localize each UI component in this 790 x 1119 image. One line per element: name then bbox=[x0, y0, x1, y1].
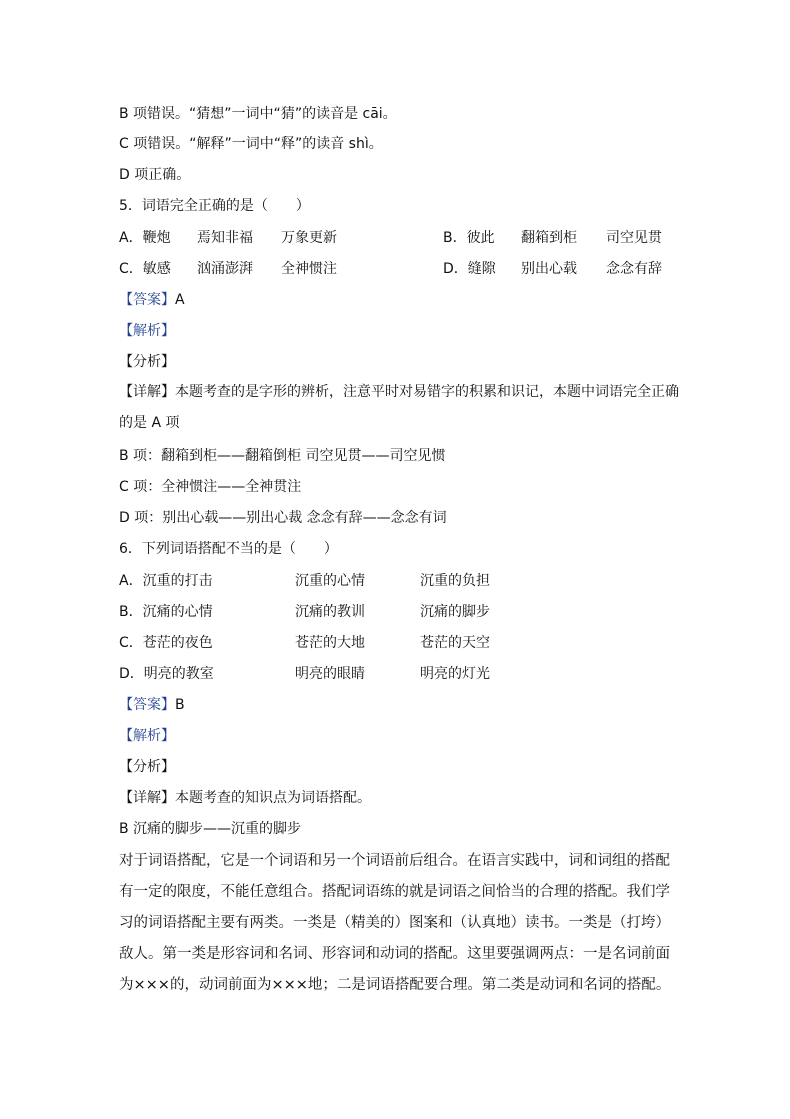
q6-option-d-2: 明亮的眼睛 bbox=[295, 666, 365, 682]
q6-option-b-3: 沉痛的脚步 bbox=[420, 604, 490, 620]
q6-option-a-3: 沉重的负担 bbox=[420, 573, 490, 589]
q5-correction-b: B 项：翻箱到柜——翻箱倒柜 司空见贯——司空见惯 bbox=[119, 448, 446, 464]
q6-option-d-3: 明亮的灯光 bbox=[420, 666, 490, 682]
q5-option-b-2: 翻箱到柜 bbox=[521, 230, 577, 246]
q5-correction-d: D 项：别出心载——别出心裁 念念有辞——念念有词 bbox=[119, 510, 447, 526]
q5-option-d-3: 念念有辞 bbox=[606, 261, 662, 277]
q6-option-b-1: B．沉痛的心情 bbox=[119, 604, 213, 620]
q6-option-c-3: 苍茫的天空 bbox=[420, 635, 490, 651]
q5-option-c-1: C．敏感 bbox=[119, 261, 171, 277]
q5-correction-c: C 项：全神惯注——全神贯注 bbox=[119, 479, 302, 495]
q5-option-b-1: B．彼此 bbox=[443, 230, 495, 246]
q6-analysis: 【解析】 bbox=[119, 728, 175, 744]
detail-tag: 【详解】 bbox=[119, 384, 175, 400]
q6-detail bbox=[119, 788, 371, 808]
q5-analysis: 【解析】 bbox=[119, 323, 175, 339]
detail-text: 本题考查的是字形的辨析，注意平时对易错字的积累和识记，本题中词语完全正确的是 A 项 bbox=[119, 384, 679, 431]
q6-option-c-2: 苍茫的大地 bbox=[295, 635, 365, 651]
q5-option-d-1: D．缝隙 bbox=[443, 261, 496, 277]
q6-fenxi: 【分析】 bbox=[119, 759, 175, 775]
q6-option-b-2: 沉痛的教训 bbox=[295, 604, 365, 620]
question-6: 6．下列词语搭配不当的是（ ） bbox=[119, 541, 338, 557]
q5-answer bbox=[119, 290, 185, 310]
q6-answer bbox=[119, 695, 185, 715]
answer-tag: 【答案】 bbox=[119, 697, 175, 713]
detail-tag: 【详解】 bbox=[119, 790, 175, 806]
answer-tag: 【答案】 bbox=[119, 292, 175, 308]
q5-option-b-3: 司空见贯 bbox=[606, 230, 662, 246]
line-d-right: D 项正确。 bbox=[119, 167, 191, 183]
detail-text: 本题考查的知识点为词语搭配。 bbox=[175, 790, 371, 806]
question-5: 5．词语完全正确的是（ ） bbox=[119, 198, 310, 214]
q6-option-a-1: A．沉重的打击 bbox=[119, 573, 213, 589]
line-c-wrong: C 项错误。“解释”一词中“释”的读音 shì。 bbox=[119, 136, 383, 152]
q6-option-a-2: 沉重的心情 bbox=[295, 573, 365, 589]
q5-option-a-2: 焉知非福 bbox=[197, 230, 253, 246]
explanation-paragraph: 对于词语搭配，它是一个词语和另一个词语前后组合。在语言实践中，词和词组的搭配有一定的限度，不能任意组合。搭配词语练的就是词语之间恰当的合理的搭配。我们学习的词语搭配主要有两类。一类是（精美的）图案和（认真地）读书。一类是（打垮）敌人。第一类是形容词和名词、形容词和动词的搭配。这里要强调两点：一是名词前面为×××的，动词前面为×××地；二是词语搭配要合理。第二类是动词和名词的搭配。 bbox=[119, 853, 671, 993]
answer-value: A bbox=[175, 292, 185, 308]
q5-detail bbox=[119, 377, 679, 439]
q5-option-c-3: 全神惯注 bbox=[281, 261, 337, 277]
line-b-wrong: B 项错误。“猜想”一词中“猜”的读音是 cāi。 bbox=[119, 106, 397, 122]
answer-value: B bbox=[175, 697, 185, 713]
q6-option-d-1: D．明亮的教室 bbox=[119, 666, 214, 682]
q5-fenxi: 【分析】 bbox=[119, 354, 175, 370]
q5-option-a-1: A．鞭炮 bbox=[119, 230, 171, 246]
q5-option-d-2: 别出心载 bbox=[521, 261, 577, 277]
q6-option-c-1: C．苍茫的夜色 bbox=[119, 635, 213, 651]
q6-correction: B 沉痛的脚步——沉重的脚步 bbox=[119, 821, 302, 837]
q5-option-a-3: 万象更新 bbox=[281, 230, 337, 246]
q5-option-c-2: 汹涌澎湃 bbox=[197, 261, 253, 277]
